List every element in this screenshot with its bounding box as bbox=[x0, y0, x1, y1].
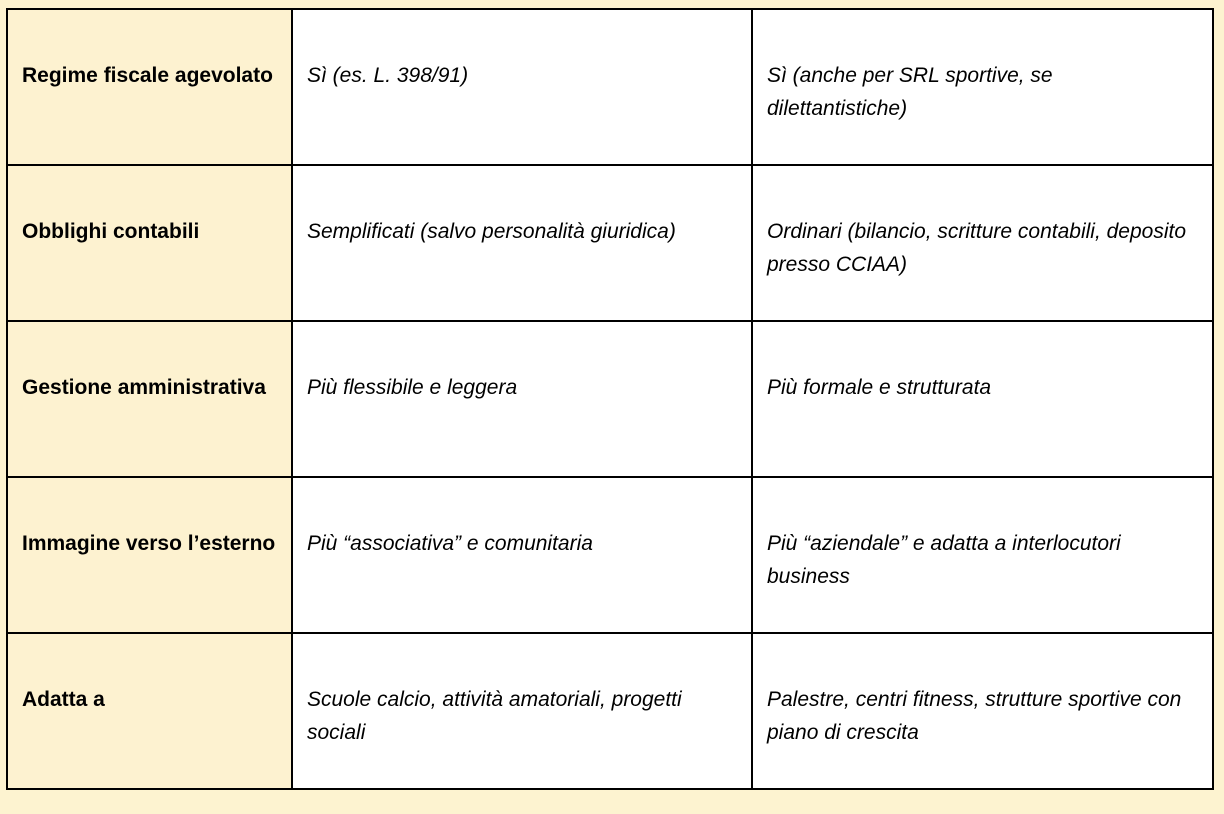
comparison-table bbox=[6, 8, 1214, 790]
cell-ssd: Più “aziendale” e adatta a interlocutori business bbox=[752, 477, 1213, 633]
row-label-gestione-amministrativa: Gestione amministrativa bbox=[7, 321, 292, 477]
row-label-immagine-esterno: Immagine verso l’esterno bbox=[7, 477, 292, 633]
table-row bbox=[7, 321, 1213, 477]
table-row bbox=[7, 477, 1213, 633]
table-row bbox=[7, 633, 1213, 789]
cell-ssd: Ordinari (bilancio, scritture contabili, deposito presso CCIAA) bbox=[752, 165, 1213, 321]
cell-ssd: Sì (anche per SRL sportive, se dilettantistiche) bbox=[752, 9, 1213, 165]
row-label-adatta-a: Adatta a bbox=[7, 633, 292, 789]
cell-asd: Semplificati (salvo personalità giuridica) bbox=[292, 165, 752, 321]
cell-asd: Sì (es. L. 398/91) bbox=[292, 9, 752, 165]
row-label-obblighi-contabili: Obblighi contabili bbox=[7, 165, 292, 321]
cell-ssd: Più formale e strutturata bbox=[752, 321, 1213, 477]
cell-asd: Scuole calcio, attività amatoriali, progetti sociali bbox=[292, 633, 752, 789]
row-label-regime-fiscale: Regime fiscale agevolato bbox=[7, 9, 292, 165]
cell-asd: Più flessibile e leggera bbox=[292, 321, 752, 477]
table-row bbox=[7, 9, 1213, 165]
cell-asd: Più “associativa” e comunitaria bbox=[292, 477, 752, 633]
cell-ssd: Palestre, centri fitness, strutture sportive con piano di crescita bbox=[752, 633, 1213, 789]
table-row bbox=[7, 165, 1213, 321]
